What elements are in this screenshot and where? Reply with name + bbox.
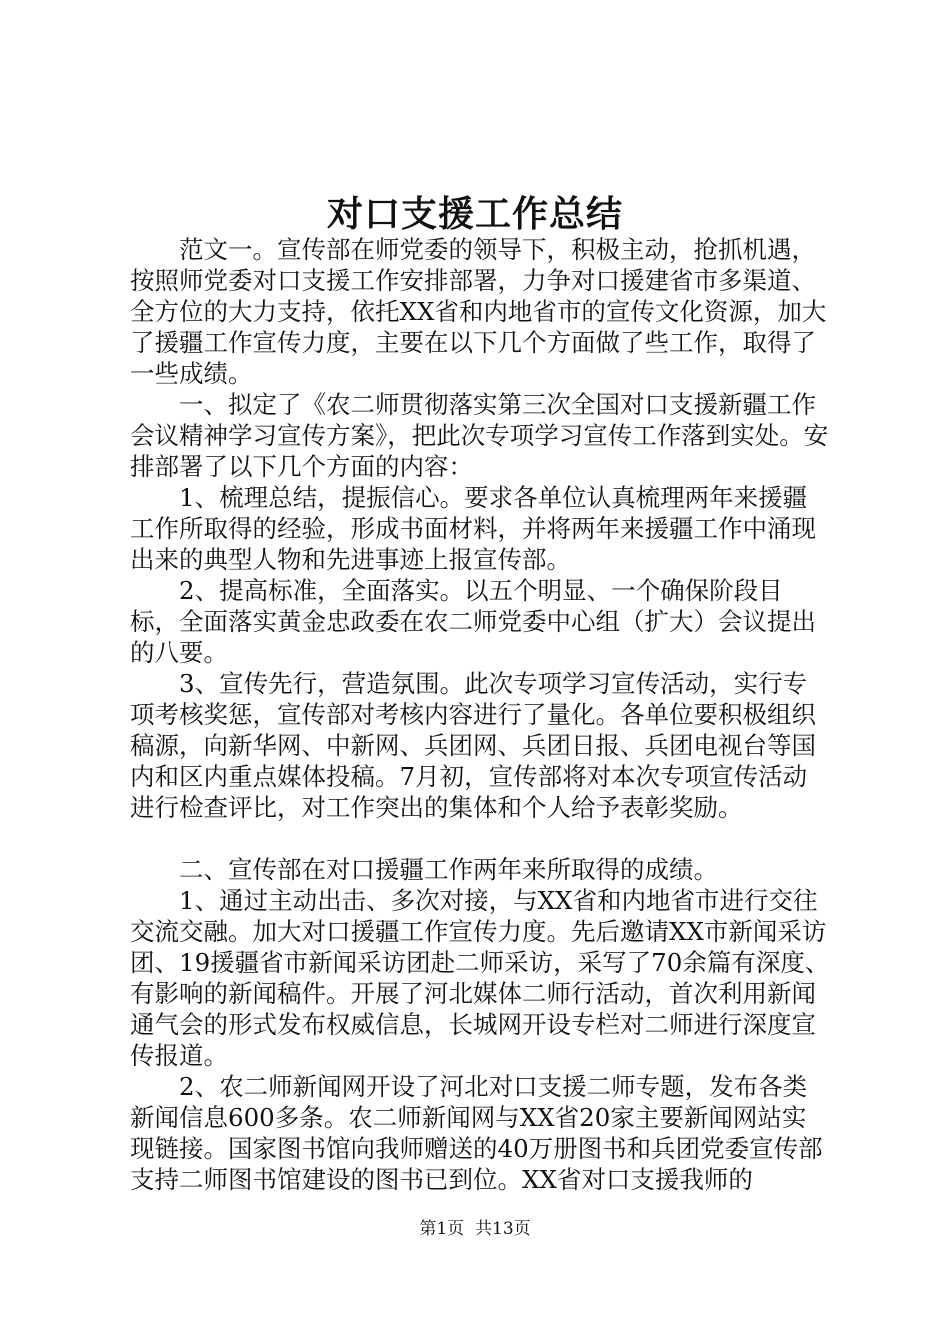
paragraph-spacer bbox=[130, 823, 830, 854]
footer-separator bbox=[464, 1219, 475, 1239]
page-footer bbox=[0, 1218, 950, 1240]
page-total: 共13页 bbox=[475, 1219, 531, 1239]
paragraph-item-1: 1、梳理总结，提振信心。要求各单位认真梳理两年来援疆工作所取得的经验，形成书面材料，并将两年来援疆工作中涌现出来的典型人物和先进事迹上报宣传部。 bbox=[130, 483, 816, 574]
paragraph-item-3: 3、宣传先行，营造氛围。此次专项学习宣传活动，实行专项考核奖惩，宣传部对考核内容进行了量化。各单位要积极组织稿源，向新华网、中新网、兵团网、兵团日报、兵团电视台等国内和区内重点媒体投稿。7月初，宣传部将对本次专项宣传活动进行检查评比，对工作突出的集体和个人给予表彰奖励。 bbox=[130, 669, 816, 822]
document-title: 对口支援工作总结 bbox=[326, 193, 623, 235]
paragraph-section-one: 一、拟定了《农二师贯彻落实第三次全国对口支援新疆工作会议精神学习宣传方案》，把此次专项学习宣传工作落到实处。安排部署了以下几个方面的内容： bbox=[130, 390, 829, 481]
paragraph-achievement-1: 1、通过主动出击、多次对接，与XX省和内地省市进行交往交流交融。加大对口援疆工作宣传力度。先后邀请XX市新闻采访团、19援疆省市新闻采访团赴二师采访，采写了70余篇有深度、有影响的新闻稿件。开展了河北媒体二师行活动，首次利用新闻通气会的形式发布权威信息，长城网开设专栏对二师进行深度宣传报道。 bbox=[130, 886, 830, 1070]
page-number: 第1页 bbox=[419, 1219, 465, 1239]
document-body bbox=[130, 234, 830, 1195]
paragraph-section-two: 二、宣传部在对口援疆工作两年来所取得的成绩。 bbox=[130, 855, 718, 884]
paragraph-intro: 范文一。宣传部在师党委的领导下，积极主动，抢抓机遇，按照师党委对口支援工作安排部署，力争对口援建省市多渠道、全方位的大力支持，依托XX省和内地省市的宣传文化资源，加大了援疆工作宣传力度，主要在以下几个方面做了些工作，取得了一些成绩。 bbox=[130, 235, 827, 388]
paragraph-achievement-2: 2、农二师新闻网开设了河北对口支援二师专题，发布各类新闻信息600多条。农二师新闻网与XX省20家主要新闻网站实现链接。国家图书馆向我师赠送的40万册图书和兵团党委宣传部支持二师图书馆建设的图书已到位。XX省对口支援我师的 bbox=[130, 1072, 823, 1194]
paragraph-item-2: 2、提高标准，全面落实。以五个明显、一个确保阶段目标，全面落实黄金忠政委在农二师党委中心组（扩大）会议提出的八要。 bbox=[130, 576, 816, 667]
